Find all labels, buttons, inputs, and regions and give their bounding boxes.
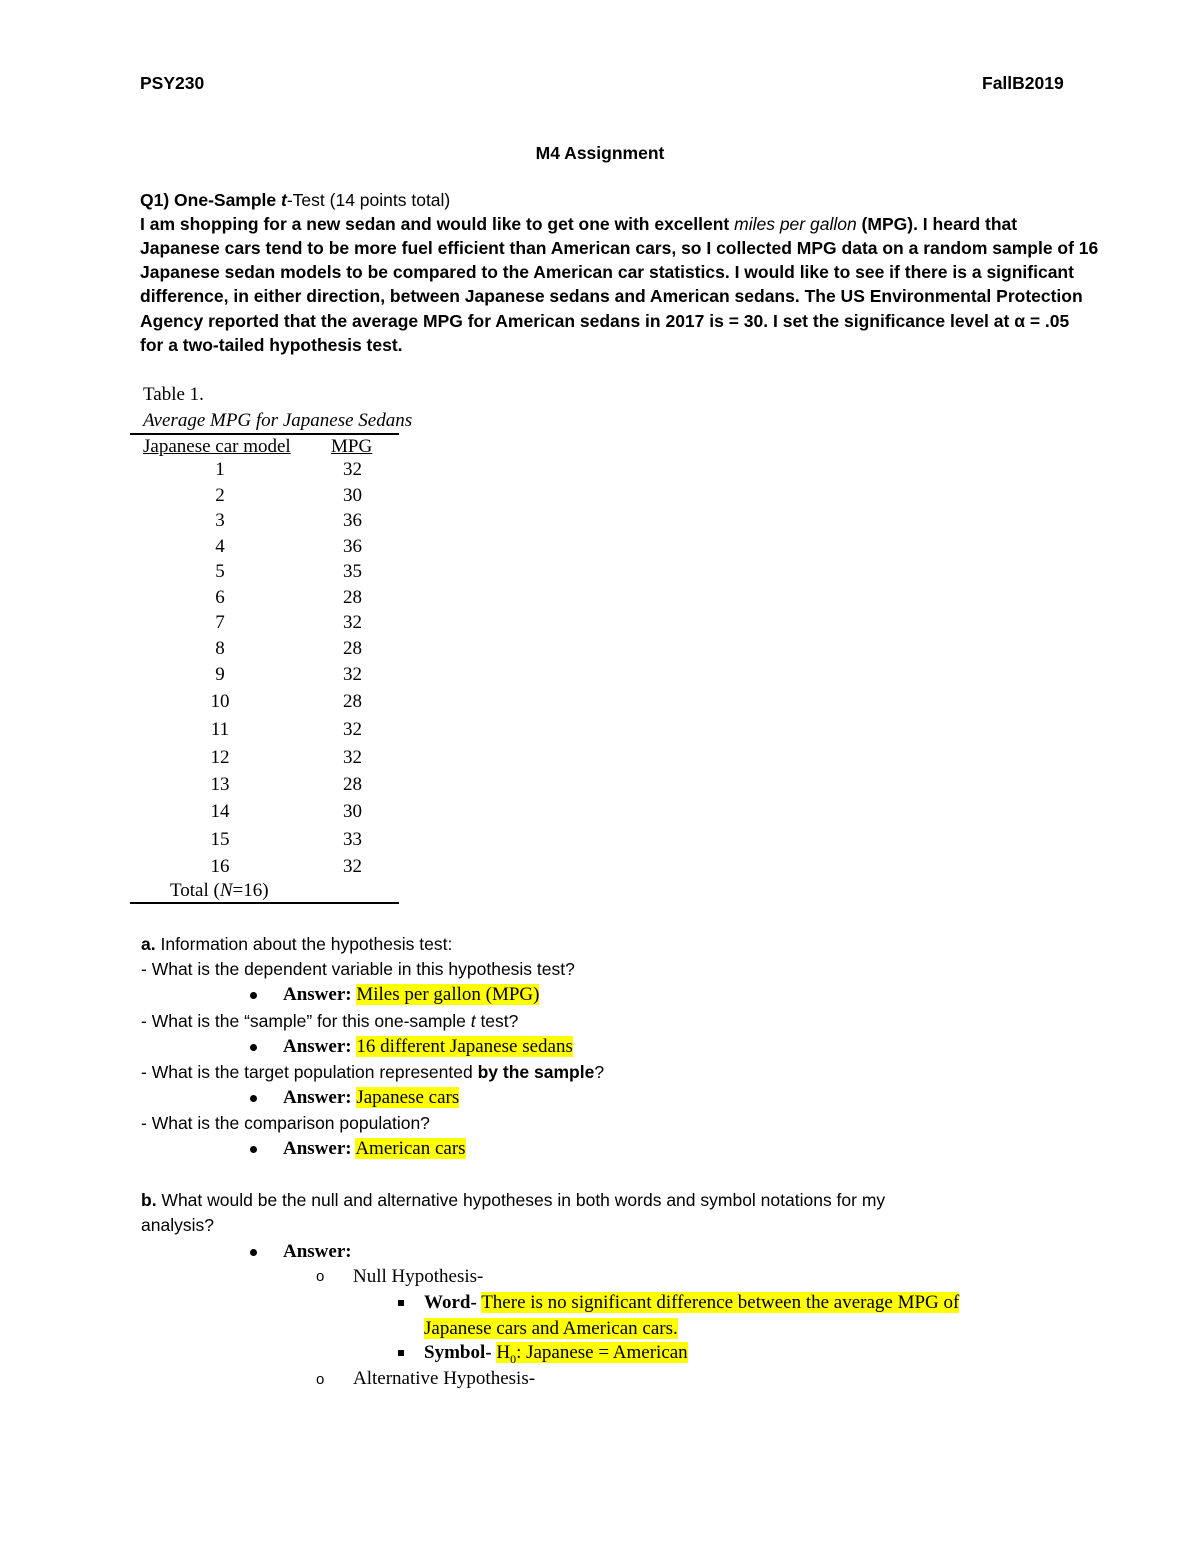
alternative-hypothesis-label: Alternative Hypothesis-	[353, 1368, 536, 1389]
part-a-question-4: - What is the comparison population?	[141, 1113, 430, 1133]
q1-heading-suffix: -Test (14 points total)	[286, 190, 451, 210]
table-row	[130, 747, 400, 773]
table-row	[130, 561, 400, 587]
table-cell-model: 15	[210, 829, 230, 850]
part-a-question-1: - What is the dependent variable in this hypothesis test?	[141, 959, 575, 979]
table-cell-mpg: 32	[343, 719, 362, 740]
table-row	[130, 459, 400, 485]
table-cell-mpg: 32	[343, 664, 362, 685]
answer-label: Answer:	[283, 1138, 352, 1159]
q1-line-1	[140, 214, 1017, 235]
table-row	[130, 719, 400, 745]
table-cell-model: 14	[210, 801, 230, 822]
table-cell-mpg: 32	[343, 612, 362, 633]
table-cell-model: 3	[215, 510, 225, 531]
q1-heading-prefix: Q1) One-Sample	[140, 190, 282, 210]
part-a-letter: a.	[141, 934, 156, 954]
answer-label: Answer:	[283, 1087, 352, 1108]
q3-text-a: - What is the target population represented	[141, 1062, 478, 1082]
table-total-suffix: =16)	[232, 880, 269, 901]
null-hypothesis-label: Null Hypothesis-	[353, 1266, 484, 1287]
word-text-line-1: There is no significant difference between the average MPG of	[481, 1292, 960, 1313]
table-cell-model: 16	[210, 856, 230, 877]
q1-line-6: for a two-tailed hypothesis test.	[140, 335, 403, 355]
table-row	[130, 638, 400, 664]
part-a-heading	[141, 934, 452, 955]
part-b-question	[141, 1190, 885, 1211]
part-a-answer-3	[283, 1087, 459, 1109]
table-row	[130, 801, 400, 827]
table-cell-model: 2	[215, 485, 225, 506]
table-cell-mpg: 32	[343, 459, 362, 480]
table-total	[170, 880, 269, 902]
table-cell-model: 1	[215, 459, 225, 480]
table-row	[130, 664, 400, 690]
table-cell-mpg: 30	[343, 485, 362, 506]
q1-heading-t: t	[281, 190, 287, 210]
null-symbol-line	[424, 1342, 688, 1367]
table-row	[130, 691, 400, 717]
answer-2-text: 16 different Japanese sedans	[356, 1036, 573, 1057]
table-row	[130, 856, 400, 882]
q1-line-2: Japanese cars tend to be more fuel efficient than American cars, so I collected MPG data on a random sample of 16	[140, 238, 1099, 258]
word-text-line-2: Japanese cars and American cars.	[424, 1318, 678, 1339]
page-title: M4 Assignment	[535, 143, 665, 163]
word-label: Word-	[424, 1292, 477, 1313]
table-cell-model: 7	[215, 612, 225, 633]
table-cell-model: 8	[215, 638, 225, 659]
q2-text-a: - What is the “sample” for this one-sample	[141, 1011, 471, 1031]
table-cell-model: 5	[215, 561, 225, 582]
table-cell-model: 6	[215, 587, 225, 608]
square-bullet-icon	[398, 1300, 404, 1306]
part-a-question-3	[141, 1062, 604, 1083]
null-word-line-2	[424, 1318, 678, 1340]
table-col-mpg-header: MPG	[331, 436, 373, 457]
answer-3-text: Japanese cars	[356, 1087, 460, 1108]
q1-line-1b: (MPG). I heard that	[856, 214, 1018, 234]
term-label: FallB2019	[982, 73, 1064, 93]
part-a-answer-1	[283, 984, 539, 1006]
bullet-dot-icon	[250, 1146, 257, 1153]
null-word-line-1	[424, 1292, 959, 1314]
table-row	[130, 612, 400, 638]
q1-line-4: difference, in either direction, between Japanese sedans and American sedans. The US Environmental Protection	[140, 286, 1083, 306]
table-cell-model: 4	[215, 536, 225, 557]
part-b-question-line-2: analysis?	[141, 1215, 214, 1235]
bullet-dot-icon	[250, 1249, 257, 1256]
table-cell-mpg: 32	[343, 856, 362, 877]
bullet-dot-icon	[250, 1095, 257, 1102]
part-b-letter: b.	[141, 1190, 157, 1210]
table-cell-mpg: 36	[343, 510, 362, 531]
q2-text-italic: t	[470, 1011, 476, 1031]
part-a-question-2	[141, 1011, 518, 1032]
table-cell-mpg: 28	[343, 691, 362, 712]
q1-line-5: Agency reported that the average MPG for American sedans in 2017 is = 30. I set the significance level at α = .05	[140, 311, 1070, 331]
symbol-sub: 0	[510, 1351, 517, 1366]
table-row	[130, 510, 400, 536]
table-cell-model: 10	[210, 691, 230, 712]
table-cell-model: 11	[210, 719, 230, 740]
table-col-model-header: Japanese car model	[143, 436, 291, 457]
part-a-heading-text: Information about the hypothesis test:	[155, 934, 453, 954]
table-cell-mpg: 32	[343, 747, 362, 768]
table-top-rule	[130, 433, 399, 435]
table-cell-mpg: 28	[343, 638, 362, 659]
bullet-dot-icon	[250, 1044, 257, 1051]
table-total-n: N	[219, 880, 233, 901]
q1-line-1a: I am shopping for a new sedan and would like to get one with excellent	[140, 214, 735, 234]
answer-label: Answer:	[283, 984, 352, 1005]
table-cell-model: 9	[215, 664, 225, 685]
q1-heading	[140, 190, 450, 211]
course-code: PSY230	[140, 73, 205, 93]
q1-line-3: Japanese sedan models to be compared to the American car statistics. I would like to see if there is a significant	[140, 262, 1074, 282]
circle-bullet-icon: o	[316, 1371, 325, 1388]
symbol-text	[496, 1342, 688, 1366]
table-row	[130, 485, 400, 511]
table-row	[130, 829, 400, 855]
q2-text-b: test?	[475, 1011, 519, 1031]
part-b-question-line-1: What would be the null and alternative hypotheses in both words and symbol notations for my	[156, 1190, 886, 1210]
table-bottom-rule	[130, 902, 399, 904]
answer-4-text: American cars	[355, 1138, 466, 1159]
square-bullet-icon	[398, 1350, 404, 1356]
bullet-dot-icon	[250, 992, 257, 999]
symbol-rest: : Japanese = American	[516, 1342, 688, 1363]
part-b-answer-label: Answer:	[283, 1241, 352, 1262]
table-cell-mpg: 28	[343, 587, 362, 608]
table-total-prefix: Total (	[170, 880, 220, 901]
circle-bullet-icon: o	[316, 1268, 325, 1285]
table-cell-mpg: 36	[343, 536, 362, 557]
answer-1-text: Miles per gallon (MPG)	[356, 984, 540, 1005]
table-label: Table 1.	[143, 384, 204, 405]
symbol-h: H	[496, 1342, 511, 1363]
table-row	[130, 774, 400, 800]
q3-text-bold: by the sample	[477, 1062, 595, 1082]
table-cell-model: 12	[210, 747, 230, 768]
part-a-answer-4	[283, 1138, 466, 1160]
symbol-label: Symbol-	[424, 1342, 492, 1363]
table-cell-mpg: 35	[343, 561, 362, 582]
table-cell-mpg: 28	[343, 774, 362, 795]
table-caption: Average MPG for Japanese Sedans	[143, 410, 413, 431]
table-cell-model: 13	[210, 774, 230, 795]
table-cell-mpg: 33	[343, 829, 362, 850]
part-a-answer-2	[283, 1036, 573, 1058]
answer-label: Answer:	[283, 1036, 352, 1057]
table-row	[130, 536, 400, 562]
q3-text-b: ?	[594, 1062, 605, 1082]
q1-line-1-italic: miles per gallon	[734, 214, 857, 234]
table-cell-mpg: 30	[343, 801, 362, 822]
table-row	[130, 587, 400, 613]
